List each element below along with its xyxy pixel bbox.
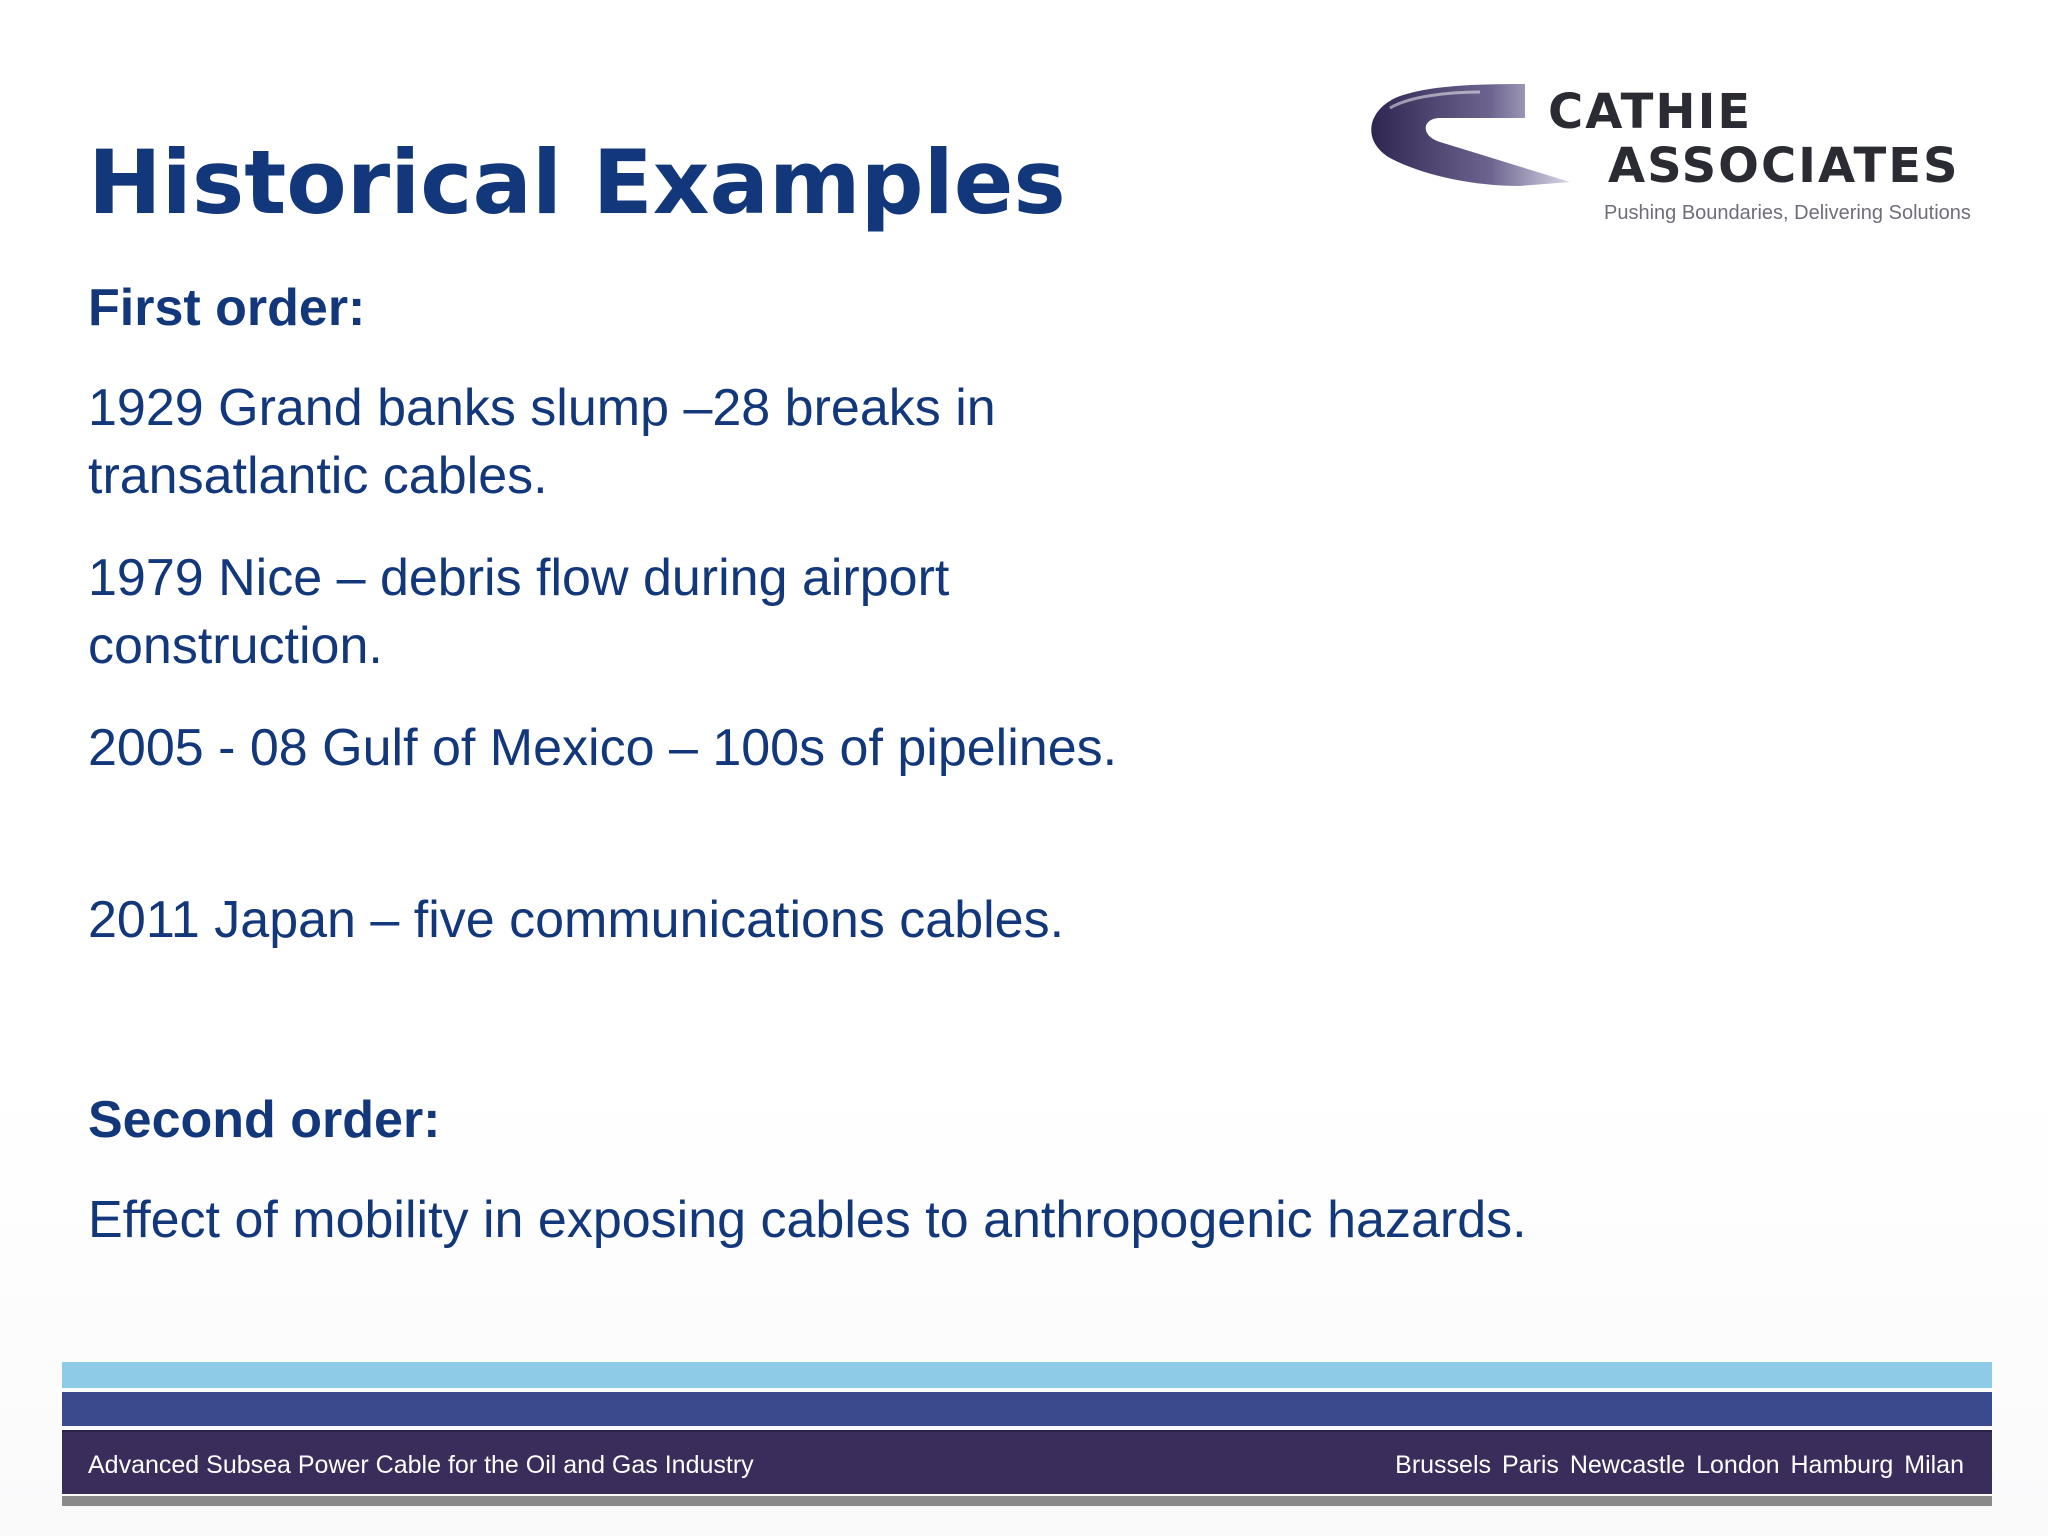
footer-band-grey [62,1496,1992,1506]
footer-office-locations: Brussels Paris Newcastle London Hamburg Milan [1395,1451,1964,1479]
first-order-item-1979: 1979 Nice – debris flow during airport construction. [88,549,950,675]
logo-word-cathie: CATHIE [1548,84,1753,140]
footer-band-dark [62,1430,1992,1494]
second-order-heading: Second order: [88,1091,441,1149]
first-order-item-2005: 2005 - 08 Gulf of Mexico – 100s of pipelines. [88,719,1118,777]
slide-title: Historical Examples [88,131,1066,234]
second-order-text: Effect of mobility in exposing cables to anthropogenic hazards. [88,1191,1527,1249]
logo-tagline: Pushing Boundaries, Delivering Solutions [1604,202,1971,224]
footer-band-light [62,1362,1992,1388]
company-logo [1360,78,1990,238]
logo-word-associates: ASSOCIATES [1608,138,1960,194]
footer-project-title: Advanced Subsea Power Cable for the Oil and Gas Industry [88,1451,754,1479]
footer-bar [62,1362,1992,1512]
first-order-item-2011: 2011 Japan – five communications cables. [88,891,1065,949]
footer-band-mid [62,1392,1992,1426]
first-order-item-1929: 1929 Grand banks slump –28 breaks in transatlantic cables. [88,379,996,505]
first-order-heading: First order: [88,279,366,337]
